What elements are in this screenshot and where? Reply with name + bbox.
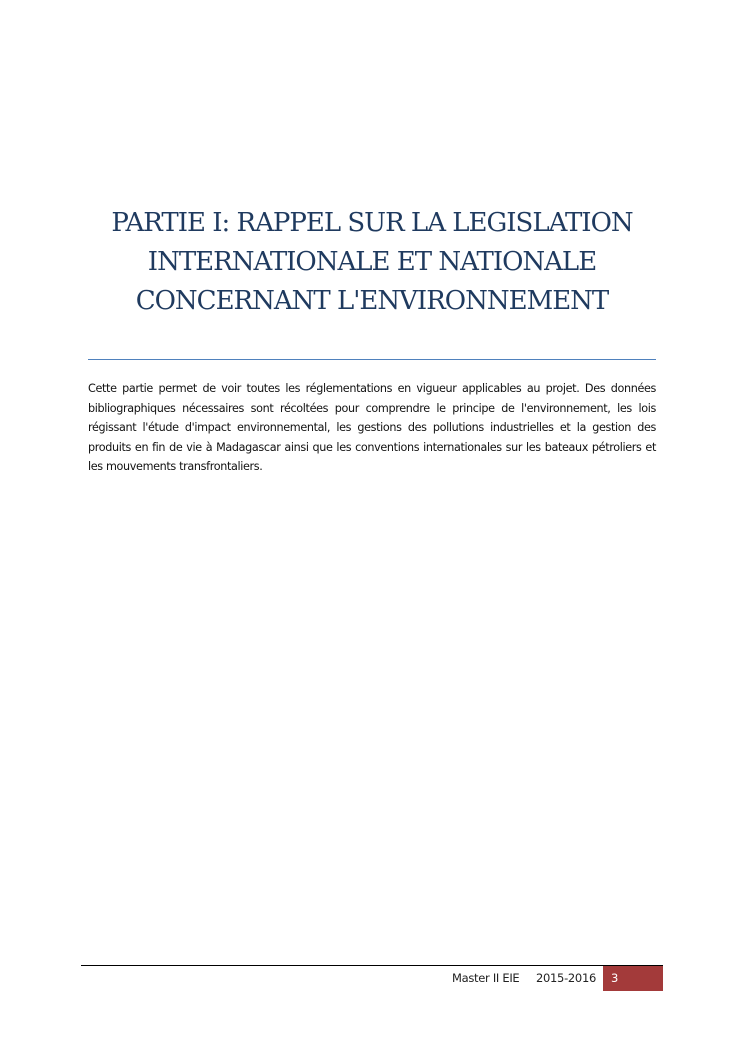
intro-paragraph: Cette partie permet de voir toutes les réglementations en vigueur applicables au projet. Des données bibliographiques nécessaires sont récoltées pour comprendre le principe de l'environnement, les lois régissant l'étude d'impact environnemental, les gestions des pollutions industrielles et la gestion des produits en fin de vie à Madagascar ainsi que les conventions internationales sur les bateaux pétroliers et les mouvements transfrontaliers. <box>88 382 656 474</box>
part-title: PARTIE I: RAPPEL SUR LA LEGISLATION INTERNATIONALE ET NATIONALE CONCERNANT L'ENVIRONNEMENT <box>111 208 633 316</box>
page-number-badge <box>603 966 663 991</box>
footer-program: Master II EIE <box>452 971 520 985</box>
page-number: 3 <box>611 971 619 985</box>
title-divider <box>88 359 656 360</box>
footer-year: 2015-2016 <box>536 971 596 985</box>
